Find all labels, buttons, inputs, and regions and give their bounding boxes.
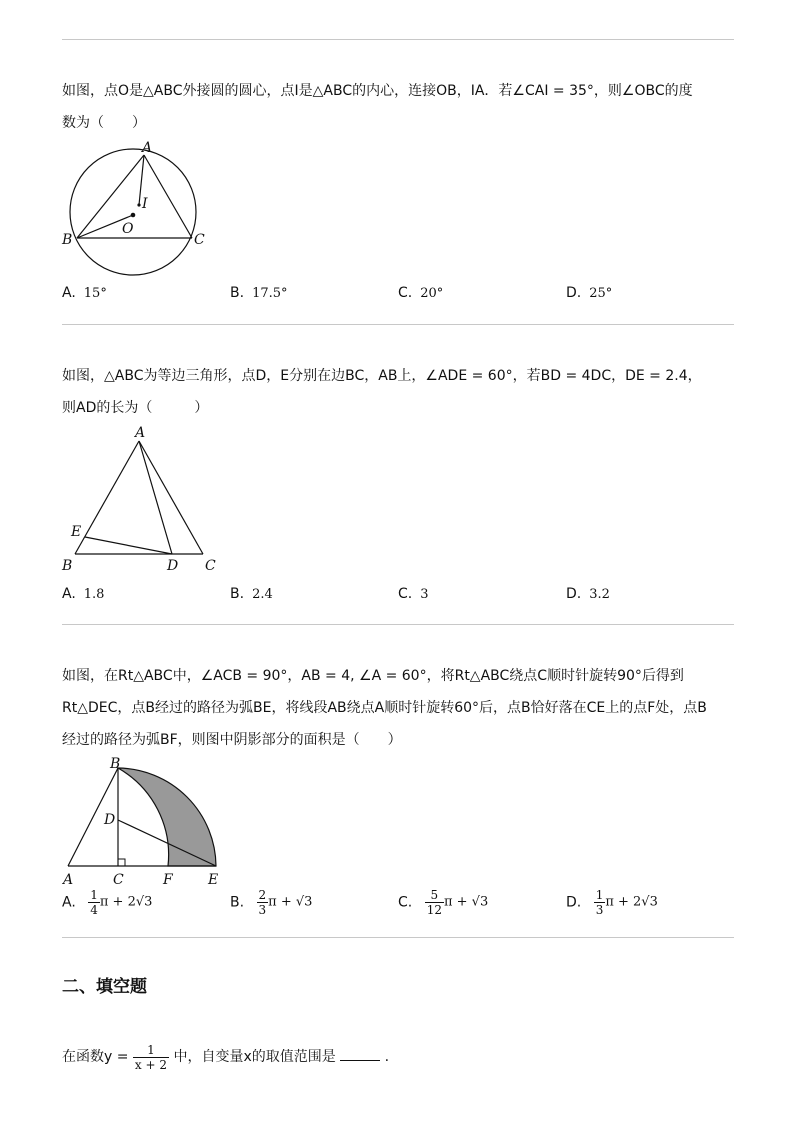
- label-c: C: [113, 872, 124, 886]
- segment-de: [85, 537, 172, 554]
- divider: [62, 937, 734, 938]
- side-ac: [144, 155, 192, 238]
- divider: [62, 39, 734, 40]
- shaded-region: [118, 768, 216, 866]
- section-title: 二、填空题: [62, 977, 147, 997]
- q1-option-c[interactable]: C. 20°: [398, 285, 444, 301]
- label-b: B: [110, 756, 121, 772]
- label-b: B: [62, 558, 73, 574]
- point-i: [137, 203, 140, 206]
- q2-option-d[interactable]: D. 3.2: [566, 586, 610, 602]
- label-a: A: [135, 425, 146, 441]
- q3-option-a[interactable]: A. $\frac{1}{4}$ π + 2√3: [62, 888, 153, 917]
- divider: [62, 624, 734, 625]
- label-c: C: [205, 558, 216, 574]
- q1-option-d[interactable]: D. 25°: [566, 285, 613, 301]
- q3-option-d[interactable]: D. $\frac{1}{3}$ π + 2√3: [566, 888, 658, 917]
- q2-text-line2: 则AD的长为（ ）: [62, 400, 209, 416]
- label-e: E: [71, 524, 82, 540]
- q2-figure: [60, 424, 230, 574]
- q4-fraction: $\frac{1}{x + 2}$: [134, 1042, 168, 1072]
- label-f: F: [163, 872, 173, 886]
- divider: [62, 324, 734, 325]
- label-b: B: [62, 232, 73, 248]
- q2-text-line1: 如图，△ABC为等边三角形，点D，E分别在边BC，AB上，∠ADE = 60°，若BD = 4DC，DE = 2.4，: [62, 368, 702, 384]
- label-a: A: [63, 872, 74, 886]
- q3-text-line1: 如图，在Rt△ABC中，∠ACB = 90°，AB = 4, ∠A = 60°，将Rt△ABC绕点C顺时针旋转90°后得到: [62, 668, 684, 684]
- q4-pre: 在函数y =: [62, 1049, 129, 1065]
- answer-blank[interactable]: [340, 1048, 380, 1061]
- q3-figure: [58, 756, 228, 886]
- q4-end: .: [384, 1049, 390, 1065]
- q4-post: 中，自变量x的取值范围是: [173, 1049, 336, 1065]
- label-e: E: [208, 872, 219, 886]
- q2-option-b[interactable]: B. 2.4: [230, 586, 273, 602]
- side-ac: [139, 441, 203, 554]
- label-i: I: [142, 196, 148, 212]
- label-d: D: [104, 812, 116, 828]
- q2-option-c[interactable]: C. 3: [398, 586, 429, 602]
- q3-option-b[interactable]: B. $\frac{2}{3}$ π + √3: [230, 888, 313, 917]
- q2-option-a[interactable]: A. 1.8: [62, 586, 105, 602]
- side-ab: [77, 155, 144, 238]
- q3-text-line2: Rt△DEC，点B经过的路径为弧BE，将线段AB绕点A顺时针旋转60°后，点B恰好落在CE上的点F处，点B: [62, 700, 707, 716]
- label-d: D: [167, 558, 179, 574]
- segment-ad: [139, 441, 172, 554]
- q4-text: [62, 1040, 389, 1074]
- right-angle-mark: [118, 859, 125, 866]
- q3-option-c[interactable]: C. $\frac{5}{12}$ π + √3: [398, 888, 489, 917]
- label-o: O: [122, 221, 134, 237]
- q1-text-line1: 如图，点O是△ABC外接圆的圆心，点I是△ABC的内心，连接OB，IA．若∠CAI = 35°，则∠OBC的度: [62, 83, 693, 99]
- q3-text-line3: 经过的路径为弧BF，则图中阴影部分的面积是（ ）: [62, 732, 402, 748]
- q1-text-line2: 数为（ ）: [62, 115, 146, 131]
- q1-option-a[interactable]: A. 15°: [62, 285, 107, 301]
- q1-figure: [58, 138, 218, 278]
- side-ab: [75, 441, 139, 554]
- label-c: C: [194, 232, 205, 248]
- label-a: A: [142, 140, 153, 156]
- q1-option-b[interactable]: B. 17.5°: [230, 285, 288, 301]
- point-o: [131, 213, 136, 218]
